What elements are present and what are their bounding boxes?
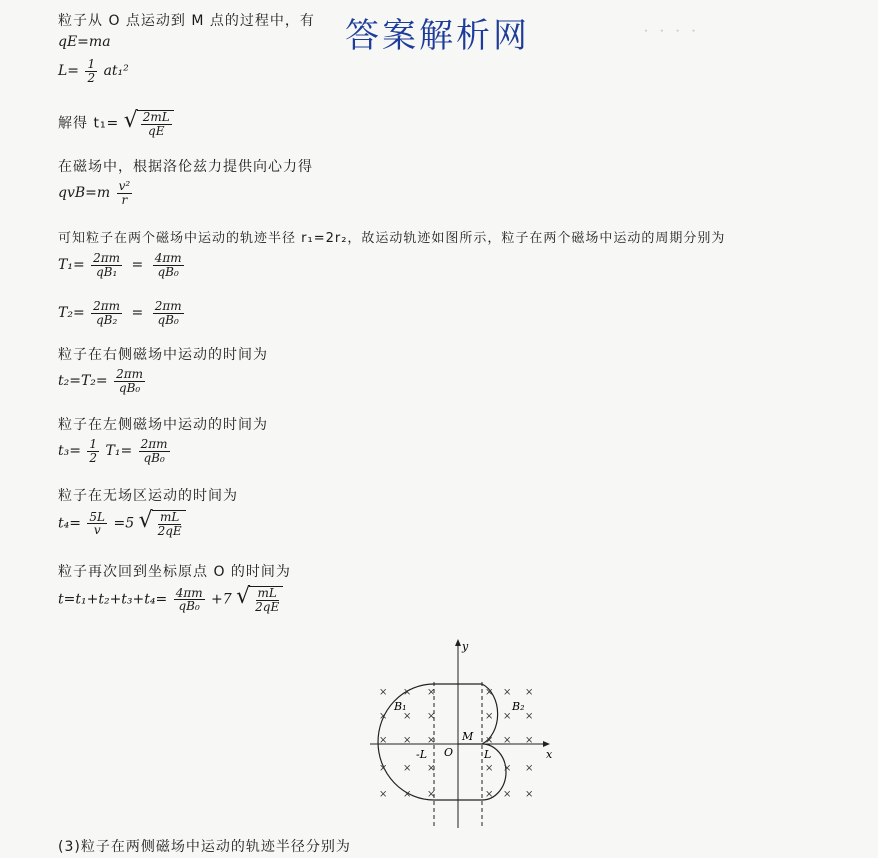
numerator: 2πm xyxy=(140,437,168,451)
watermark-logo: 答案解析网 xyxy=(345,16,530,56)
text-line-16: 粒子再次回到坐标原点 O 的时间为 xyxy=(58,564,291,580)
eq-rhs: at₁² xyxy=(103,63,129,80)
fraction xyxy=(153,300,184,326)
equation-T2 xyxy=(58,300,186,326)
equation-t1 xyxy=(58,110,174,137)
denominator: qB₀ xyxy=(178,599,200,614)
equation-total-t xyxy=(58,586,283,613)
text-line-7: 可知粒子在两个磁场中运动的轨迹半径 r₁=2r₂，故运动轨迹如图所示，粒子在两个磁场中运动的周期分别为 xyxy=(58,231,726,246)
y-axis-arrow xyxy=(455,639,461,646)
x-axis-arrow xyxy=(543,741,550,747)
denominator: qB₂ xyxy=(95,312,118,327)
fraction xyxy=(117,180,133,206)
bleed-through-text: ・ ・ ・ ・ xyxy=(640,24,700,38)
field-cross: × xyxy=(485,687,494,698)
equation-L xyxy=(58,58,129,84)
y-axis-label: y xyxy=(462,640,469,653)
numerator: mL xyxy=(257,586,277,600)
radical-sign: √ xyxy=(138,508,153,533)
denominator: qB₀ xyxy=(143,450,165,465)
fraction xyxy=(139,438,170,464)
text-line-12: 粒子在左侧磁场中运动的时间为 xyxy=(58,417,268,433)
numerator: 2mL xyxy=(142,110,170,124)
label-negL: -L xyxy=(416,748,428,761)
field-cross: × xyxy=(427,789,436,800)
sqrt xyxy=(236,586,283,613)
equation-t2 xyxy=(58,368,147,394)
text-line-14: 粒子在无场区运动的时间为 xyxy=(58,488,238,504)
eq-lhs: qvB=m xyxy=(58,185,111,202)
field-cross: × xyxy=(379,789,388,800)
fraction xyxy=(87,438,99,464)
field-cross: × xyxy=(525,711,534,722)
eq-mid: +7 xyxy=(211,591,232,608)
radical-sign: √ xyxy=(236,584,251,609)
field-cross: × xyxy=(525,763,534,774)
field-cross: × xyxy=(525,735,534,746)
field-cross: × xyxy=(403,789,412,800)
trajectory-figure xyxy=(360,632,560,832)
radical-sign: √ xyxy=(123,108,138,133)
field-cross: × xyxy=(485,711,494,722)
fraction xyxy=(156,511,184,537)
text-line-1: 粒子从 O 点运动到 M 点的过程中，有 xyxy=(58,13,315,29)
numerator: 4πm xyxy=(154,251,182,265)
label-O: O xyxy=(444,746,454,759)
field-cross: × xyxy=(503,687,512,698)
denominator: r xyxy=(121,192,128,207)
fraction xyxy=(114,368,145,394)
fraction xyxy=(91,252,122,278)
numerator: 4πm xyxy=(175,585,203,600)
equation-qvB xyxy=(58,180,134,206)
field-cross: × xyxy=(525,687,534,698)
field-cross: × xyxy=(503,711,512,722)
sqrt xyxy=(139,510,186,537)
equation-qE-ma: qE=ma xyxy=(58,34,111,50)
field-cross: × xyxy=(379,735,388,746)
eq-lhs: T₂= xyxy=(58,305,85,322)
numerator: 5L xyxy=(89,509,106,524)
eq-mid: T₁= xyxy=(105,443,133,460)
numerator: 1 xyxy=(87,57,96,71)
x-axis-label: x xyxy=(546,748,553,761)
eq-lhs: t₄= xyxy=(58,515,81,532)
eq-lhs: t₂=T₂= xyxy=(58,373,108,390)
denominator: v xyxy=(93,523,101,538)
fraction xyxy=(141,111,172,137)
field-cross: × xyxy=(427,735,436,746)
fraction xyxy=(153,252,184,278)
eq-lhs: t₃= xyxy=(58,443,81,460)
eq-lhs: t=t₁+t₂+t₃+t₄= xyxy=(58,591,168,608)
field-cross: × xyxy=(379,711,388,722)
label-B2: B₂ xyxy=(512,700,525,713)
denominator: qB₀ xyxy=(157,312,179,327)
text-line-5: 在磁场中，根据洛伦兹力提供向心力得 xyxy=(58,159,313,175)
label-M: M xyxy=(462,730,474,743)
denominator: qB₀ xyxy=(157,264,179,279)
denominator: 2 xyxy=(89,450,98,465)
numerator: v² xyxy=(118,179,131,193)
field-cross: × xyxy=(503,735,512,746)
fraction xyxy=(85,58,97,84)
field-cross: × xyxy=(485,763,494,774)
eq-mid: =5 xyxy=(113,515,135,532)
equals-sign: = xyxy=(131,305,144,322)
numerator: 2πm xyxy=(154,299,182,313)
label-B1: B₁ xyxy=(394,700,407,713)
numerator: 1 xyxy=(89,437,98,451)
eq-lhs: T₁= xyxy=(58,257,85,274)
fraction xyxy=(87,511,107,537)
field-cross: × xyxy=(379,763,388,774)
numerator: 2πm xyxy=(116,367,144,381)
field-cross: × xyxy=(485,789,494,800)
field-cross: × xyxy=(503,789,512,800)
field-cross: × xyxy=(403,711,412,722)
field-cross: × xyxy=(525,789,534,800)
field-cross: × xyxy=(403,763,412,774)
denominator: qE xyxy=(148,123,165,138)
field-cross: × xyxy=(403,735,412,746)
denominator: 2qE xyxy=(157,523,182,538)
text-line-18: (3)粒子在两侧磁场中运动的轨迹半径分别为 xyxy=(58,839,351,855)
field-cross: × xyxy=(403,687,412,698)
denominator: 2 xyxy=(87,70,96,85)
text-line-10: 粒子在右侧磁场中运动的时间为 xyxy=(58,347,268,363)
field-cross: × xyxy=(503,763,512,774)
field-cross: × xyxy=(427,763,436,774)
field-cross: × xyxy=(379,687,388,698)
denominator: qB₀ xyxy=(118,380,141,395)
field-cross: × xyxy=(427,711,436,722)
fraction xyxy=(253,587,281,613)
equation-T1 xyxy=(58,252,186,278)
eq-prefix: 解得 t₁= xyxy=(58,115,120,132)
denominator: 2qE xyxy=(255,599,280,614)
label-L: L xyxy=(484,748,492,761)
numerator: 2πm xyxy=(93,251,121,265)
equation-t4 xyxy=(58,510,186,537)
field-cross: × xyxy=(485,735,494,746)
denominator: qB₁ xyxy=(95,264,118,279)
fraction xyxy=(91,300,122,326)
numerator: mL xyxy=(159,510,180,524)
numerator: 2πm xyxy=(93,299,121,313)
fraction xyxy=(174,587,205,613)
field-cross: × xyxy=(427,687,436,698)
equals-sign: = xyxy=(131,257,144,274)
sqrt xyxy=(124,110,174,137)
eq-lhs: L= xyxy=(58,63,80,80)
equation-t3 xyxy=(58,438,172,464)
